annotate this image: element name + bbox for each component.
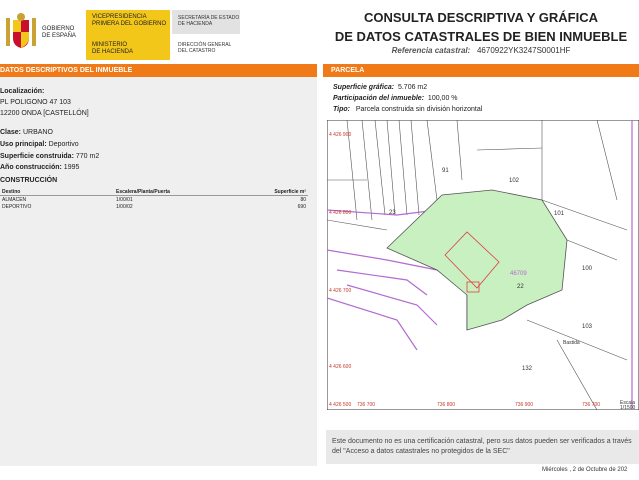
svg-text:736 900: 736 900 [515, 402, 534, 408]
label-102: 102 [509, 178, 520, 184]
col-destino: Destino [0, 188, 114, 196]
label-103: 103 [582, 324, 593, 330]
label-escala: Escala 1/1500 [620, 400, 636, 410]
label-22: 22 [517, 284, 524, 290]
referencia-label: Referencia catastral: [391, 46, 471, 55]
svg-text:736 800: 736 800 [437, 402, 456, 408]
construccion-table [0, 188, 308, 210]
label-101: 101 [554, 211, 565, 217]
svg-text:4 426 600: 4 426 600 [329, 364, 352, 370]
table-row: ALMACEN 1/00/01 80 [2, 196, 306, 203]
address-line1: PL POLIGONO 47 103 [0, 99, 71, 106]
spain-coat-of-arms-icon [4, 12, 38, 52]
uso-row: Uso principal: Deportivo [0, 141, 79, 148]
svg-text:736 700: 736 700 [357, 402, 376, 408]
table-header-row [0, 188, 308, 196]
localizacion-label: Localización: [0, 88, 45, 95]
label-91: 91 [442, 168, 449, 174]
page-title: CONSULTA DESCRIPTIVA Y GRÁFICA DE DATOS CATASTRALES DE BIEN INMUEBLE [334, 10, 628, 44]
tipo-row: Tipo: Parcela construida sin división horizontal [333, 106, 483, 113]
svg-text:4 426 900: 4 426 900 [329, 132, 352, 138]
direccion-general-text: DIRECCIÓN GENERAL DEL CATASTRO [178, 42, 232, 54]
participacion-row: Participación del inmueble: 100,00 % [333, 95, 458, 102]
secretaria-text: SECRETARÍA DE ESTADO DE HACIENDA [178, 15, 240, 27]
referencia-catastral [326, 46, 636, 55]
clase-row: Clase: URBANO [0, 129, 53, 136]
col-superficie: Superficie m² [238, 188, 308, 196]
label-46709: 46709 [510, 271, 527, 277]
parcela-header: PARCELA [323, 64, 639, 77]
referencia-value[interactable]: 4670922YK3247S0001HF [476, 46, 571, 55]
construccion-title: CONSTRUCCIÓN [0, 177, 58, 184]
label-bastida: Bastida [563, 340, 580, 346]
datos-descriptivos-panel [0, 64, 317, 466]
svg-text:4 426 700: 4 426 700 [329, 288, 352, 294]
date-text: Miércoles , 2 de Octubre de 202 [542, 467, 628, 473]
table-row: DEPORTIVO 1/00/02 690 [2, 203, 306, 210]
vicepresidencia-text: VICEPRESIDENCIA PRIMERA DEL GOBIERNO [92, 14, 167, 27]
ministerio-text: MINISTERIO DE HACIENDA [92, 42, 134, 55]
superficie-grafica-row: Superficie gráfica: 5.706 m2 [333, 84, 428, 91]
label-100: 100 [582, 266, 593, 272]
anio-row: Año construcción: 1995 [0, 164, 80, 171]
cadastral-map[interactable] [327, 120, 639, 410]
superficie-row: Superficie construida: 770 m2 [0, 153, 100, 160]
address-line2: 12200 ONDA [CASTELLÓN] [0, 110, 89, 117]
svg-text:4 426 500: 4 426 500 [329, 402, 352, 408]
gobierno-logo-text: GOBIERNO DE ESPAÑA [42, 26, 76, 39]
disclaimer-text: Este documento no es una certificación catastral, pero sus datos pueden ser verificados a través del "Acceso a datos catastrales no protegidos de la SEC" [332, 438, 632, 455]
svg-text:4 426 800: 4 426 800 [329, 210, 352, 216]
datos-descriptivos-header: DATOS DESCRIPTIVOS DEL INMUEBLE [0, 64, 317, 77]
label-23: 23 [389, 210, 396, 216]
col-escalera: Escalera/Planta/Puerta [114, 188, 238, 196]
svg-text:736 700: 736 700 [582, 402, 601, 408]
label-132: 132 [522, 366, 533, 372]
